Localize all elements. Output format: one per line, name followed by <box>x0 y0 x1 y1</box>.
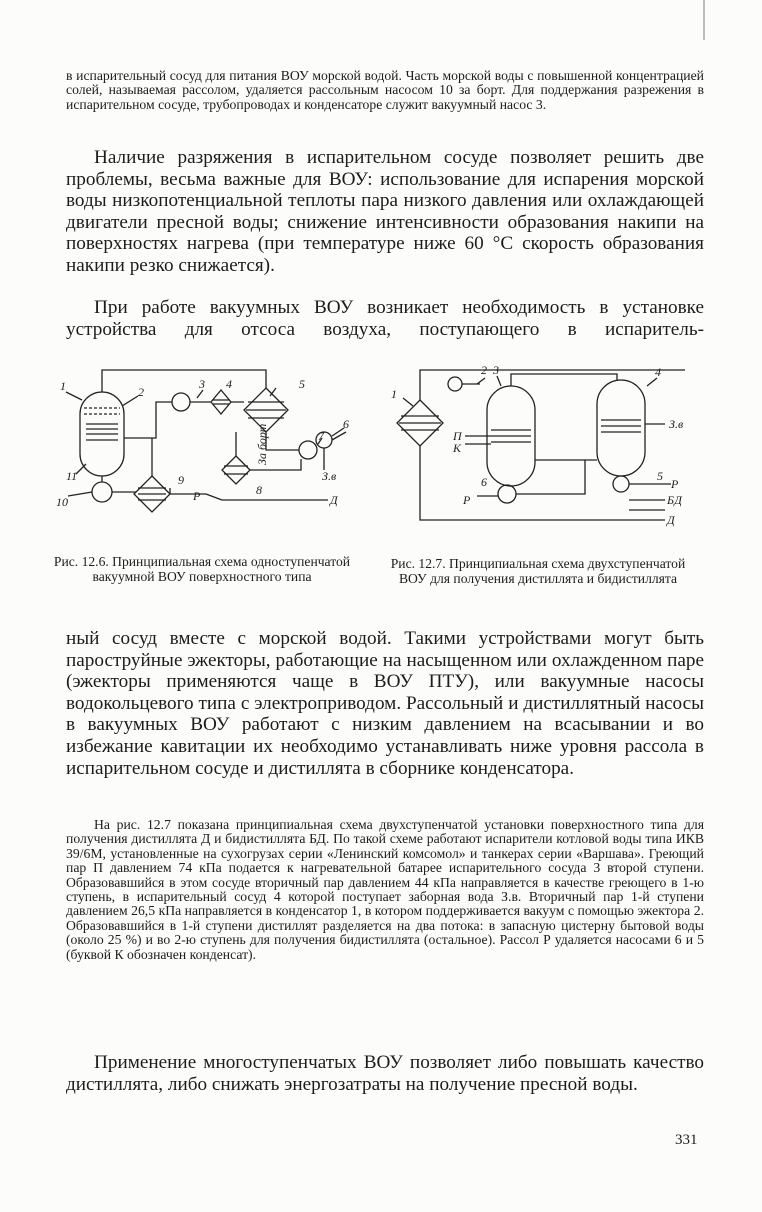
svg-text:П: П <box>453 429 462 443</box>
svg-text:Р: Р <box>193 489 201 503</box>
svg-text:Д: Д <box>667 513 675 527</box>
svg-text:6: 6 <box>343 417 349 431</box>
brine-pump-10 <box>92 482 112 502</box>
figure-12-6-diagram <box>56 360 356 525</box>
page-number: 331 <box>675 1132 698 1148</box>
svg-text:2: 2 <box>481 363 487 377</box>
vessel-4 <box>597 380 645 476</box>
svg-text:Р: Р <box>671 477 679 491</box>
svg-text:З.в: З.в <box>322 469 337 483</box>
figure-12-7-caption: Рис. 12.7. Принципиальная схема двухступенчатой ВОУ для получения дистиллята и бидистиллята <box>390 555 686 586</box>
svg-text:1: 1 <box>391 387 397 401</box>
paragraph-continuation: ный сосуд вместе с морской водой. Такими устройствами могут быть пароструйные эжекторы, работающие на насыщенном или охлажденном паре (эжекторы применяются чаще в ВОУ ПТУ), или вакуумные насосы водокольцевого типа с электроприводом. Рассольный и дистиллятный насосы в вакуумных ВОУ работают с низким давлением на всасывании и во избежание кавитации их необходимо устанавливать ниже уровня рассола в испарительном сосуде и дистиллята в сборнике конденсатора. <box>66 628 704 779</box>
paragraph-example-small: На рис. 12.7 показана принципиальная схема двухступенчатой установки поверхностного типа для получения дистиллята Д и бидистиллята БД. По такой схеме работают испарители котловой воды типа ИКВ 39/6М, установленные на сухогрузах серии «Ленинский комсомол» и танкерах серии «Варшава». Греющий пар П давлением 74 кПа подается к нагревательной батарее испарительного сосуда 3 второй ступени. Образовавшийся в этом сосуде вторичный пар давлением 44 кПа направляется в качестве греющего в 1-ю ступень, в испарительный сосуд 4 которой поступает заборная вода З.в. Вторичный пар 1-й ступени давлением 26,5 кПа направляется в конденсатор 1, в котором поддерживается вакуум с помощью эжектора 2. Образовавшийся в 1-й ступени дистиллят разделяется на два потока: в запасную цистерну бытовой воды (около 25 %) и во 2-ю ступень для получения бидистиллята (остальное). Рассол Р удаляется насосами 6 и 5 (буквой К обозначен конденсат). <box>66 817 704 962</box>
vacuum-pump-3 <box>172 393 190 411</box>
figure-12-6-caption: Рис. 12.6. Принципиальная схема одноступенчатой вакуумной ВОУ поверхностного типа <box>53 553 351 584</box>
svg-text:2: 2 <box>138 385 144 399</box>
svg-text:За борт: За борт <box>255 423 269 465</box>
page-edge-line <box>703 0 705 40</box>
svg-text:5: 5 <box>299 377 305 391</box>
svg-text:8: 8 <box>256 483 262 497</box>
svg-text:3: 3 <box>199 377 205 391</box>
svg-text:4: 4 <box>655 365 661 379</box>
svg-text:9: 9 <box>178 473 184 487</box>
svg-text:К: К <box>453 441 461 455</box>
svg-text:7: 7 <box>318 429 324 443</box>
paragraph-final: Применение многоступенчатых ВОУ позволяет либо повышать качество дистиллята, либо снижать энергозатраты на получение пресной воды. <box>66 1052 704 1095</box>
paragraph-top-small: в испарительный сосуд для питания ВОУ морской водой. Часть морской воды с повышенной концентрацией солей, называемая рассолом, удаляется рассольным насосом 10 за борт. Для поддержания разрежения в испарительном сосуде, трубопроводах и конденсаторе служит вакуумный насос 3. <box>66 68 704 112</box>
paragraph-vacuum-advantages: Наличие разряжения в испарительном сосуде позволяет решить две проблемы, весьма важные для ВОУ: использование для испарения морской воды низкопотенциальной теплоты пара низкого давления или охлаждающей двигатели пресной воды; снижение интенсивности образования накипи на поверхностях нагрева (при температуре ниже 60 °С скорость образования накипи резко снижается). <box>66 147 704 276</box>
svg-text:1: 1 <box>60 379 66 393</box>
svg-text:5: 5 <box>657 469 663 483</box>
svg-text:Р: Р <box>463 493 471 507</box>
svg-text:11: 11 <box>66 469 78 483</box>
svg-text:6: 6 <box>481 475 487 489</box>
svg-text:З.в: З.в <box>669 417 684 431</box>
figure-12-7-diagram <box>385 360 695 535</box>
svg-text:3: 3 <box>493 363 499 377</box>
svg-text:БД: БД <box>667 493 682 507</box>
svg-text:Д: Д <box>330 493 338 507</box>
paragraph-air-extraction: При работе вакуумных ВОУ возникает необходимость в установке устройства для отсоса воздуха, поступающего в испаритель- <box>66 297 704 340</box>
svg-text:4: 4 <box>226 377 232 391</box>
svg-text:10: 10 <box>56 495 68 509</box>
